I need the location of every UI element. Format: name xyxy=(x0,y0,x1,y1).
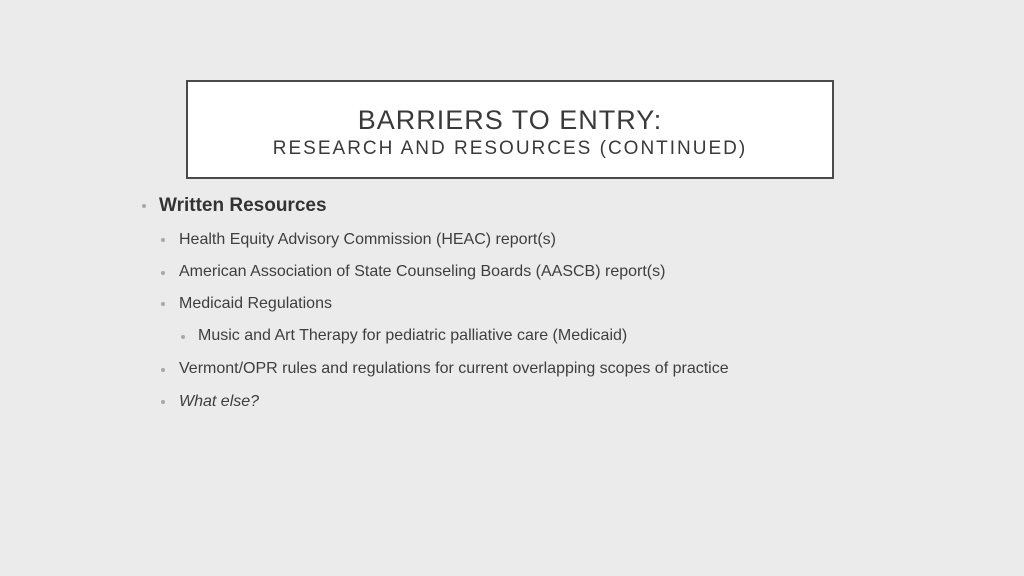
list-item-what-else: What else? xyxy=(179,393,260,410)
list-item-heac: Health Equity Advisory Commission (HEAC) report(s) xyxy=(179,231,556,248)
list-item-medicaid: Medicaid Regulations xyxy=(179,295,332,312)
slide-subtitle: RESEARCH AND RESOURCES (CONTINUED) xyxy=(272,138,748,159)
list-item-aascb: American Association of State Counseling Boards (AASCB) report(s) xyxy=(179,263,666,280)
bullet-icon xyxy=(161,271,165,275)
slide-title-box xyxy=(186,80,834,179)
list-item-music-art-therapy: Music and Art Therapy for pediatric palliative care (Medicaid) xyxy=(198,327,628,344)
bullet-icon xyxy=(161,368,165,372)
bullet-icon xyxy=(142,204,146,208)
bullet-icon xyxy=(161,238,165,242)
bullet-icon xyxy=(181,335,185,339)
list-item-vermont-opr: Vermont/OPR rules and regulations for current overlapping scopes of practice xyxy=(179,360,729,377)
list-heading-written-resources: Written Resources xyxy=(159,195,327,216)
bullet-icon xyxy=(161,400,165,404)
slide-title: BARRIERS TO ENTRY: xyxy=(357,105,663,135)
bullet-icon xyxy=(161,302,165,306)
